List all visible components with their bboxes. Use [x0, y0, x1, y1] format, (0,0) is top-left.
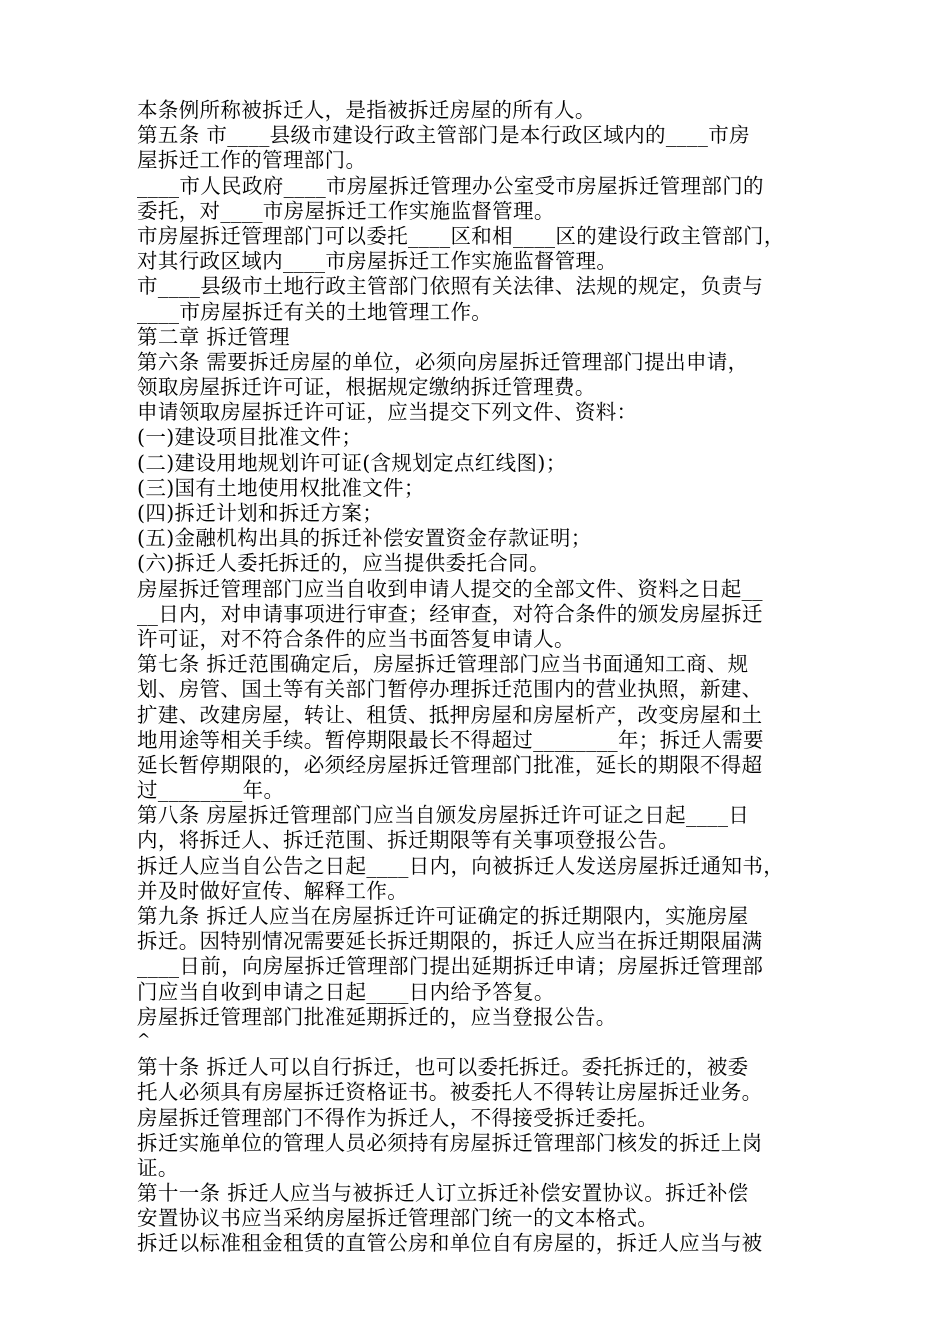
text-line: 第八条 房屋拆迁管理部门应当自颁发房屋拆迁许可证之日起____日 — [137, 803, 750, 828]
text-line: 申请领取房屋拆迁许可证，应当提交下列文件、资料： — [137, 400, 638, 425]
chapter-heading: 第二章 拆迁管理 — [137, 324, 290, 349]
text-line: ____日前，向房屋拆迁管理部门提出延期拆迁申请；房屋拆迁管理部 — [137, 954, 764, 979]
text-line: 过________年。 — [137, 778, 285, 803]
text-line: 第九条 拆迁人应当在房屋拆迁许可证确定的拆迁期限内，实施房屋 — [137, 904, 749, 928]
text-line: 房屋拆迁管理部门批准延期拆迁的，应当登报公告。 — [137, 1004, 617, 1029]
text-line: 门应当自收到申请之日起____日内给予答复。 — [137, 979, 555, 1004]
text-line: 拆迁。因特别情况需要延长拆迁期限的，拆迁人应当在拆迁期限届满 — [137, 929, 763, 954]
text-line: 安置协议书应当采纳房屋拆迁管理部门统一的文本格式。 — [137, 1206, 659, 1231]
text-line: 许可证，对不符合条件的应当书面答复申请人。 — [137, 626, 575, 651]
list-item: (三)国有土地使用权批准文件； — [137, 475, 425, 500]
text-line: 屋拆迁工作的管理部门。 — [137, 148, 367, 173]
text-line: 第七条 拆迁范围确定后，房屋拆迁管理部门应当书面通知工商、规 — [137, 652, 749, 677]
list-item: (二)建设用地规划许可证(含规划定点红线图)； — [137, 450, 567, 475]
text-line: 划、房管、国土等有关部门暂停办理拆迁范围内的营业执照，新建、 — [137, 677, 763, 702]
text-line: 内，将拆迁人、拆迁范围、拆迁期限等有关事项登报公告。 — [137, 828, 680, 853]
text-line: 并及时做好宣传、解释工作。 — [137, 878, 409, 903]
text-line: 延长暂停期限的，必须经房屋拆迁管理部门批准，延长的期限不得超 — [137, 752, 763, 777]
text-line: 市房屋拆迁管理部门可以委托____区和相____区的建设行政主管部门， — [137, 223, 785, 248]
text-line: 房屋拆迁管理部门不得作为拆迁人，不得接受拆迁委托。 — [137, 1105, 659, 1130]
text-line: __日内，对申请事项进行审查；经审查，对符合条件的颁发房屋拆迁 — [137, 601, 763, 626]
text-line: 对其行政区域内____市房屋拆迁工作实施监督管理。 — [137, 249, 618, 274]
text-line: 第五条 市____县级市建设行政主管部门是本行政区域内的____市房 — [137, 123, 750, 148]
list-item: (四)拆迁计划和拆迁方案； — [137, 501, 384, 525]
text-line: 第六条 需要拆迁房屋的单位，必须向房屋拆迁管理部门提出申请， — [137, 349, 749, 374]
text-line: 市____县级市土地行政主管部门依照有关法律、法规的规定，负责与 — [137, 274, 764, 299]
text-line: ____市人民政府____市房屋拆迁管理办公室受市房屋拆迁管理部门的 — [137, 173, 764, 198]
text-line: 本条例所称被拆迁人，是指被拆迁房屋的所有人。 — [137, 98, 596, 122]
text-line: 托人必须具有房屋拆迁资格证书。被委托人不得转让房屋拆迁业务。 — [137, 1080, 763, 1105]
text-line: 委托，对____市房屋拆迁工作实施监督管理。 — [137, 198, 555, 223]
list-item: (一)建设项目批准文件； — [137, 425, 363, 450]
text-line: 拆迁以标准租金租赁的直管公房和单位自有房屋的，拆迁人应当与被 — [137, 1231, 763, 1256]
text-line: 第十一条 拆迁人应当与被拆迁人订立拆迁补偿安置协议。拆迁补偿 — [137, 1181, 749, 1206]
text-line: ____市房屋拆迁有关的土地管理工作。 — [137, 299, 493, 324]
text-line: 扩建、改建房屋，转让、租赁、抵押房屋和房屋析产，改变房屋和土 — [137, 702, 763, 727]
text-line: 房屋拆迁管理部门应当自收到申请人提交的全部文件、资料之日起__ — [137, 576, 763, 601]
text-line: 第十条 拆迁人可以自行拆迁，也可以委托拆迁。委托拆迁的，被委 — [137, 1055, 749, 1080]
caret-mark: ^ — [137, 1029, 151, 1049]
list-item: (五)金融机构出具的拆迁补偿安置资金存款证明； — [137, 526, 592, 551]
text-line: 证。 — [137, 1155, 179, 1180]
list-item: (六)拆迁人委托拆迁的，应当提供委托合同。 — [137, 551, 550, 576]
text-line: 地用途等相关手续。暂停期限最长不得超过________年；拆迁人需要 — [137, 727, 764, 752]
text-line: 领取房屋拆迁许可证，根据规定缴纳拆迁管理费。 — [137, 375, 596, 400]
text-line: 拆迁人应当自公告之日起____日内，向被拆迁人发送房屋拆迁通知书， — [137, 853, 785, 878]
document-page — [137, 98, 827, 1257]
text-line: 拆迁实施单位的管理人员必须持有房屋拆迁管理部门核发的拆迁上岗 — [137, 1130, 763, 1155]
